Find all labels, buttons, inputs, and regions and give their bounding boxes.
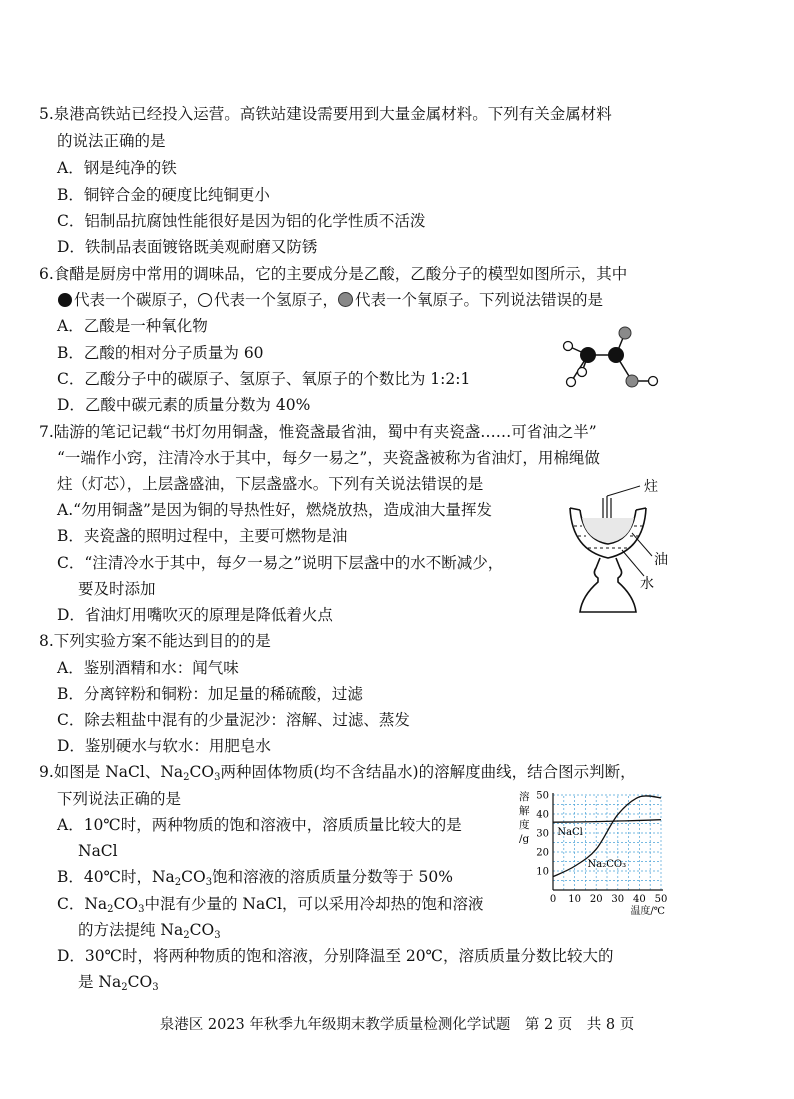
x-axis-label: 温度/℃: [630, 906, 665, 917]
q7-option-b: B．夹瓷盏的照明过程中，主要可燃物是油: [57, 527, 348, 545]
q6-option-d: D．乙酸中碳元素的质量分数为 40%: [57, 396, 311, 414]
curve-label-na2co3: Na₂CO₃: [587, 859, 627, 871]
carbon-atom-icon: [608, 347, 624, 363]
q9-option-d-line1: D．30℃时，将两种物质的饱和溶液，分别降温至 20℃，溶质质量分数比较大的: [57, 947, 614, 965]
oxygen-atom-icon: [626, 375, 638, 387]
q8-option-b: B．分离锌粉和铜粉：加足量的稀硫酸，过滤: [57, 685, 363, 703]
q7-stem-line2: “一端作小窍，注清冷水于其中，每夕一易之”，夹瓷盏被称为省油灯，用棉绳做: [57, 449, 600, 467]
y-tick-label: 40: [536, 809, 549, 821]
chart-grid: [553, 795, 661, 890]
lamp-wick-label: 炷: [644, 479, 658, 495]
q7-option-c-line1: C．“注清冷水于其中，每夕一易之”说明下层盏中的水不断减少，: [57, 554, 504, 572]
q6-stem-line1: 6.食醋是厨房中常用的调味品，它的主要成分是乙酸，乙酸分子的模型如图所示，其中: [39, 265, 628, 283]
q9-option-c-line1: C．$Na_2CO_3$中混有少量的 NaCl，可以采用冷却热的饱和溶液: [57, 895, 484, 915]
q9-stem-line2: 下列说法正确的是: [57, 790, 182, 808]
q8-stem-line1: 8.下列实验方案不能达到目的的是: [39, 632, 271, 650]
y-tick-label: 10: [536, 866, 549, 878]
chart-ticks: [536, 791, 667, 906]
carbon-atom-icon: [58, 293, 72, 307]
q5-option-a: A．钢是纯净的铁: [57, 159, 177, 177]
x-tick-label: 50: [654, 894, 668, 905]
x-tick-label: 40: [633, 894, 646, 905]
q8-option-d: D．鉴别硬水与软水：用肥皂水: [57, 737, 271, 755]
legend-oxygen-text: 代表一个氧原子。下列说法错误的是: [355, 291, 604, 309]
q7-stem-line3: 炷（灯芯），上层盏盛油，下层盏盛水。下列有关说法错误的是: [57, 475, 484, 493]
x-tick-label: 20: [589, 894, 603, 905]
q7-option-c-line2: 要及时添加: [78, 580, 156, 598]
y-tick-label: 20: [536, 847, 549, 859]
hydrogen-atom-icon: [649, 377, 658, 386]
oil-saving-lamp-figure: [560, 478, 670, 626]
q9-option-c-line2: 的方法提纯 $Na_2CO_3$: [78, 921, 221, 941]
q9-option-a-line1: A．10℃时，两种物质的饱和溶液中，溶质质量比较大的是: [57, 816, 462, 834]
hydrogen-atom-icon: [567, 378, 576, 387]
q7-option-a: A.“勿用铜盏”是因为铜的导热性好，燃烧放热，造成油大量挥发: [57, 501, 492, 519]
oxygen-atom-icon: [338, 292, 353, 307]
q7-option-d: D．省油灯用嘴吹灭的原理是降低着火点: [57, 606, 333, 624]
q9-option-a-line2: NaCl: [78, 842, 118, 860]
x-tick-label: 30: [611, 894, 625, 905]
q5-stem-line1: 5.泉港高铁站已经投入运营。高铁站建设需要用到大量金属材料。下列有关金属材料: [39, 105, 612, 123]
q7-stem-line1: 7.陆游的笔记记载“书灯勿用铜盏，惟瓷盏最省油，蜀中有夹瓷盏……可省油之半”: [39, 423, 597, 441]
q6-option-b: B．乙酸的相对分子质量为 60: [57, 344, 264, 362]
y-axis-label: 度: [519, 819, 530, 831]
q9-option-b: B．40℃时，$Na_2CO_3$饱和溶液的溶质质量分数等于 50%: [57, 868, 453, 888]
y-axis-label: /g: [519, 833, 530, 845]
legend-hydrogen-text: 代表一个氢原子，: [214, 291, 339, 309]
page-footer: 泉港区 2023 年秋季九年级期末教学质量检测化学试题 第 2 页 共 8 页: [159, 1017, 635, 1033]
q6-option-a: A．乙酸是一种氧化物: [57, 317, 208, 335]
y-tick-label: 30: [536, 828, 549, 840]
solubility-curve-chart: [515, 786, 675, 922]
hydrogen-atom-icon: [578, 368, 587, 377]
lamp-water-label: 水: [640, 576, 654, 592]
chart-axes: [553, 793, 663, 890]
q5-option-b: B．铜锌合金的硬度比纯铜更小: [57, 186, 270, 204]
q9-option-d-line2: 是 $Na_2CO_3$: [78, 973, 159, 993]
x-tick-label: 0: [549, 894, 557, 905]
oxygen-atom-icon: [619, 327, 631, 339]
acetic-acid-molecule-figure: [552, 320, 672, 392]
y-axis-label: 解: [519, 805, 530, 817]
lamp-oil-label: 油: [654, 552, 668, 568]
q9-stem-line1: 9.如图是 NaCl、$Na_2CO_3$两种固体物质(均不含结晶水)的溶解度曲线，结合图示判断，: [39, 763, 636, 783]
y-tick-label: 50: [536, 790, 549, 802]
curve-label-nacl: NaCl: [557, 826, 583, 838]
q6-option-c: C．乙酸分子中的碳原子、氢原子、氧原子的个数比为 1:2:1: [57, 370, 471, 388]
q5-option-d: D．铁制品表面镀铬既美观耐磨又防锈: [57, 238, 318, 256]
q5-option-c: C．铝制品抗腐蚀性能很好是因为铝的化学性质不活泼: [57, 212, 426, 230]
q8-option-c: C．除去粗盐中混有的少量泥沙：溶解、过滤、蒸发: [57, 711, 410, 729]
hydrogen-atom-icon: [564, 342, 573, 351]
y-axis-label: 溶: [519, 791, 530, 803]
x-tick-label: 10: [568, 894, 581, 905]
hydrogen-atom-icon: [198, 293, 212, 307]
legend-carbon-text: 代表一个碳原子，: [74, 291, 199, 309]
q6-legend-line: [58, 290, 603, 310]
q5-stem-line2: 的说法正确的是: [57, 132, 166, 150]
carbon-atom-icon: [580, 347, 596, 363]
q8-option-a: A．鉴别酒精和水：闻气味: [57, 659, 239, 677]
